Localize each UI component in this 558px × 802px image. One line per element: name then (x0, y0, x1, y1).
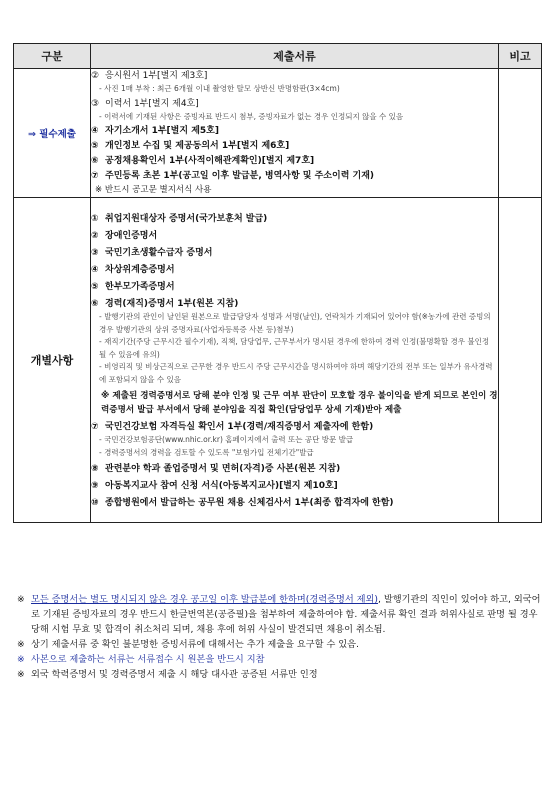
item-number: ⑨ (91, 481, 99, 491)
item-text: 경력(재직)증명서 1부(원본 지참) (105, 299, 239, 309)
item-number: ⑧ (91, 464, 99, 474)
footnote-text (31, 667, 318, 682)
document-item (91, 124, 498, 138)
required-note: ※ 반드시 공고문 별지서식 사용 (95, 185, 212, 195)
table-header-row (14, 44, 542, 69)
item-detail: - 이력서에 기재된 사항은 증빙자료 반드시 첨부, 증빙자료가 없는 경우 인정되지 않을 수 있음 (99, 111, 404, 121)
footnote-mark: ※ (17, 654, 25, 665)
footnote-mark: ※ (17, 594, 25, 605)
item-number: ① (91, 214, 99, 224)
item-text: 국민건강보험 자격득실 확인서 1부(경력/재직증명서 제출자에 한함) (105, 422, 374, 432)
item-number: ③ (91, 98, 100, 109)
footnote-text (31, 652, 264, 667)
item-text: ※ 제출된 경력증명서로 당해 분야 인정 및 근무 여부 판단이 모호할 경우 불이익을 받게 되므로 본인이 경력증명서 발급 부서에서 당해 분야임을 직접 확인(담당업무 상세 기재)받아 제출 (101, 391, 498, 415)
item-detail: - 경력증명서의 경력을 검토할 수 있도록 "보험가입 전체기간"발급 (99, 447, 314, 457)
item-detail: - 재직기간(주당 근무시간 필수기재), 직책, 담당업무, 근무부서가 명시된 경우에 한하여 경력 인정(불명확할 경우 불인정 될 수 있음에 유의) (99, 337, 490, 359)
item-text: 국민기초생활수급자 증명서 (105, 248, 213, 258)
item-number: ⑤ (91, 141, 99, 151)
header-category: 구분 (14, 44, 91, 69)
document-item (91, 420, 498, 434)
required-row (14, 69, 542, 198)
item-text: 한부모가족증명서 (105, 282, 175, 292)
footnote-text (31, 637, 359, 652)
item-number: ④ (91, 126, 99, 136)
footnote-underlined: 모든 증명서는 별도 명시되지 않은 경우 공고일 이후 발급분에 한하며(경력증명서 제외) (31, 594, 379, 605)
item-text: 자기소개서 1부[별지 제5호] (105, 126, 219, 136)
item-text: 종합병원에서 발급하는 공무원 채용 신체검사서 1부(최종 합격자에 한함) (105, 498, 394, 508)
footnotes (17, 592, 542, 682)
document-item (91, 212, 498, 226)
document-item (91, 97, 498, 111)
item-number: ⑥ (91, 299, 99, 309)
individual-row (14, 198, 542, 523)
item-number: ⑦ (91, 422, 99, 432)
document-item (91, 389, 498, 417)
item-text: 개인정보 수집 및 제공동의서 1부[별지 제6호] (105, 141, 290, 151)
item-number: ⑥ (91, 156, 99, 166)
item-text: 응시원서 1부[별지 제3호] (105, 71, 208, 81)
document-item (91, 139, 498, 153)
item-number: ⑩ (91, 498, 99, 508)
footnote (17, 592, 542, 637)
document-item (91, 297, 498, 311)
item-number: ② (91, 231, 99, 241)
item-text: 취업지원대상자 증명서(국가보훈처 발급) (105, 214, 268, 224)
header-documents: 제출서류 (91, 44, 499, 69)
document-item (91, 154, 498, 168)
item-text: 관련분야 학과 졸업증명서 및 면허(자격)증 사본(원본 지참) (105, 464, 341, 474)
item-text: 차상위계층증명서 (105, 265, 175, 275)
document-item (91, 263, 498, 277)
document-item (91, 246, 498, 260)
individual-remarks (499, 198, 542, 523)
item-number: ④ (91, 265, 99, 275)
footnote-text (31, 592, 542, 637)
item-number: ③ (91, 248, 99, 258)
item-text: 주민등록 초본 1부(공고일 이후 발급분, 병역사항 및 주소이력 기재) (105, 171, 375, 181)
footnote (17, 652, 542, 667)
item-text: 아동복지교사 참여 신청 서식(아동복지교사)[별지 제10호] (105, 481, 338, 491)
header-remarks: 비고 (499, 44, 542, 69)
individual-list (91, 198, 499, 523)
document-item (91, 479, 498, 493)
item-number: ⑤ (91, 282, 99, 292)
individual-category: 개별사항 (14, 198, 91, 523)
document-item (91, 229, 498, 243)
item-detail: - 비영리직 및 비상근직으로 근무한 경우 반드시 주당 근무시간을 명시하여야 하며 해당기간의 전부 또는 일부가 유사경력에 포함되지 않을 수 있음 (99, 362, 493, 384)
item-text: 이력서 1부[별지 제4호] (105, 98, 199, 109)
item-text: 장애인증명서 (105, 231, 158, 241)
document-item (91, 69, 498, 83)
item-number: ⑦ (91, 171, 99, 181)
footnote (17, 667, 542, 682)
required-category: ⇒ 필수제출 (14, 69, 91, 198)
item-detail: - 국민건강보험공단(www.nhic.or.kr) 홈페이지에서 출력 또는 공단 방문 발급 (99, 435, 354, 444)
required-remarks (499, 69, 542, 198)
document-item (91, 280, 498, 294)
item-number: ② (91, 71, 100, 81)
footnote (17, 637, 542, 652)
item-detail: - 사진 1매 부착 : 최근 6개월 이내 촬영한 탈모 상반신 반명함판(3×4cm) (99, 84, 340, 93)
footnote-mark: ※ (17, 639, 25, 650)
item-detail: - 발행기관의 관인이 날인된 원본으로 발급담당자 성명과 서명(날인), 연락처가 기재되어 있어야 함(※농가에 관련 증빙의 경우 발행기관의 상위 증명자료(사업자등록증 사본 등)첨부) (99, 312, 491, 334)
documents-table (13, 43, 542, 523)
document-item (91, 496, 498, 510)
footnote-mark: ※ (17, 669, 25, 680)
item-text: 공정채용확인서 1부(사적이해관계확인)[별지 제7호] (105, 156, 315, 166)
document-item (91, 169, 498, 183)
footnote-body: 상기 제출서류 중 확인 불분명한 증빙서류에 대해서는 추가 제출을 요구할 수 있음. (31, 639, 359, 650)
footnote-body: 외국 학력증명서 및 경력증명서 제출 시 해당 대사관 공증된 서류만 인정 (31, 669, 318, 680)
required-list (91, 69, 499, 198)
footnote-body: , 발행기관의 직인이 있어야 하고, 외국어로 기재된 증빙자료의 경우 반드시 한글번역본(공증필)을 첨부하여 제출하여야 함. 제출서류 확인 결과 허위사실로 판명 될 경우 당해 시험 무효 및 합격이 취소처리 되며, 채용 후에 허위 사실이 발견되면 채용이 취소됨. (31, 594, 541, 635)
footnote-body: 사본으로 제출하는 서류는 서류접수 시 원본을 반드시 지참 (31, 654, 265, 665)
document-item (91, 462, 498, 476)
